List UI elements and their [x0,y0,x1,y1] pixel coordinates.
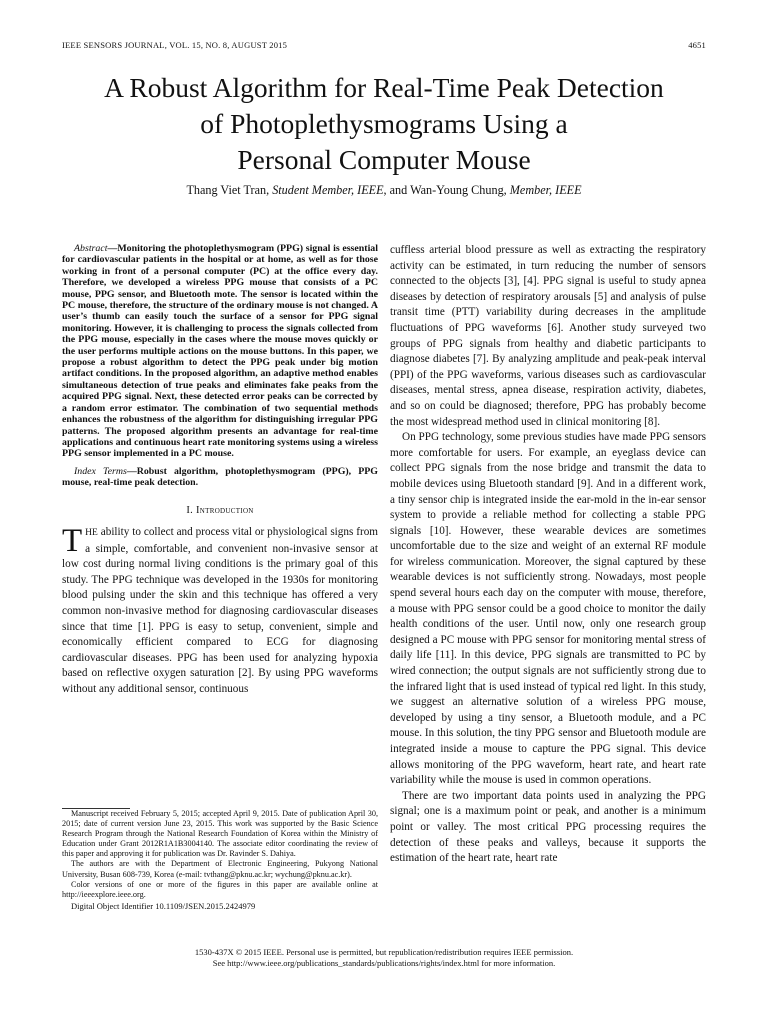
abstract-text: Monitoring the photoplethysmogram (PPG) signal is essential for cardiovascular patients in the hospital or at home, as well as for those working in front of a personal computer (PC) at the office every day. Therefore, we developed a wireless PPG mouse that consists of a PC mouse, PPG sensor, and Bluetooth mote. The sensor is located within the PC mouse, therefore, the structure of the ordinary mouse is not changed. A user’s thumb can easily touch the surface of a sensor for PPG signal monitoring. However, it is challenging to process the signals collected from the PPG mouse, especially in the cases where the mouse moves quickly or the user performs multiple actions on the mouse buttons. In this paper, we propose a robust algorithm to detect the PPG peak under big motion artifact conditions. In the proposed algorithm, an adaptive method enables simultaneous detection of true peaks and eliminates fake peaks from the acquired PPG signal. Next, these detected error peaks can be corrected by a random error estimator. The combination of two sequential methods enhances the robustness of the algorithm for distinguishing irregular PPG patterns. The proposed algorithm presents an advantage for real-time applications and continuous heart rate monitoring systems using a wireless PPG sensor implemented in a PC mouse. [62,243,378,460]
footnote-manuscript: Manuscript received February 5, 2015; accepted April 9, 2015. Date of publication April 30, 2015; date of current version June 23, 2015. This work was supported by the Basic Science Research Program through the National Research Foundation of Korea within the Ministry of Education under Grant 2012R1A1B3004140. The associate editor coordinating the review of this paper and approving it for publication was Dr. Ravinder S. Dahiya. [62,809,378,859]
running-head [62,40,706,50]
abstract [62,243,378,460]
abstract-dash: — [107,243,118,254]
introduction-paragraph [62,525,378,698]
author-2-name: Wan-Young Chung, [410,183,510,197]
journal-name: IEEE SENSORS JOURNAL, VOL. 15, NO. 8, AUGUST 2015 [62,40,288,50]
right-paragraph-3: There are two important data points used in analyzing the PPG signal; one is a maximum point or peak, and another is a minimum point or valley. The most critical PPG processing requires the detection of these peaks and valleys, because it supports the estimation of the heart rate, heart rate [390,789,706,865]
author-separator: , and [383,183,411,197]
author-1-role: Student Member, IEEE [272,183,384,197]
right-column [390,243,706,867]
drop-cap-rest: HE [85,528,98,539]
title-line-2: of Photoplethysmograms Using a [200,108,568,139]
right-paragraph-1: cuffless arterial blood pressure as well as extracting the respiratory activity can be estimated, in turn reducing the number of sensors connected to the objects [3], [4]. PPG signal is useful to study apnea diseases by detection of respiratory arousals [5] and analysis of pulse transit time (PTT) variability during decreases in the amplitude fluctuations of PPG waveforms [6]. Another study surveyed two groups of PPG signals from healthy and diabetic participants to diagnose diabetes [7]. By analyzing amplitude and peak-peak interval (PPI) of the PPG waveforms, various diseases such as cardiovascular diseases, mental stress, apnea disease, respiration activity, diabetes, and so on could be diagnosed; therefore, PPG has probably become the most widespread method used in clinical monitoring [8]. [390,244,706,428]
paper-title [40,70,728,178]
author-2-role: Member, IEEE [509,183,582,197]
index-terms-dash: — [126,465,137,477]
index-terms-label: Index Terms [74,465,127,477]
footnote-color-versions: Color versions of one or more of the figures in this paper are available online at http://ieeexplore.ieee.org. [62,879,378,899]
copyright-notice [40,947,728,969]
index-terms-text: Robust algorithm, photoplethysmogram (PPG), PPG mouse, real-time peak detection. [62,465,378,489]
section-heading-introduction [62,503,378,519]
copyright-line-2: See http://www.ieee.org/publications_standards/publications/rights/index.html for more information. [212,958,556,968]
left-column [62,243,378,698]
drop-cap: T [62,523,83,560]
title-line-1: A Robust Algorithm for Real-Time Peak Detection [104,72,664,103]
section-number: I. [186,504,196,516]
footnote-affiliation: The authors are with the Department of Electronic Engineering, Pukyong National University, Busan 608-739, Korea (e-mail: tvthang@pknu.ac.kr; wychung@pknu.ac.kr). [62,859,378,879]
page-number: 4651 [688,40,706,50]
footnote-doi: Digital Object Identifier 10.1109/JSEN.2015.2424979 [71,900,256,911]
abstract-label: Abstract [74,243,108,254]
section-title: Introduction [196,504,254,516]
author-list [40,183,728,198]
introduction-text: ability to collect and process vital or physiological signs from a simple, comfortable, and convenient non-invasive sensor at low cost during normal living conditions is the primary goal of this study. The PPG technique was developed in the 1930s for monitoring blood pulsing under the skin and this technique has offered a very common non-invasive method for diagnosing cardiovascular diseases since that time [1]. PPG is easy to setup, convenient, simple and economically efficient compared to ECG for diagnosing cardiovascular diseases. PPG has been used for analyzing hypoxia based on reflective oxygen saturation [2]. By using PPG waveforms without any additional sensor, continuous [62,526,378,695]
title-line-3: Personal Computer Mouse [237,144,531,175]
copyright-line-1: 1530-437X © 2015 IEEE. Personal use is permitted, but republication/redistribution requires IEEE permission. [194,947,574,957]
index-terms [62,466,378,489]
right-paragraph-2: On PPG technology, some previous studies have made PPG sensors more comfortable for users. For example, an eyeglass device can collect PPG signals from the nose bridge and transmit the data to mobile devices using Bluetooth standard [9]. And in a different work, a tiny sensor chip is integrated inside the ear-mold in the in-ear sensor system to provide a reliable method for collecting a stable PPG signals [10]. However, these wearable devices are sometimes uncomfortable due to the size and weight of an external RF module for wireless communication. Moreover, the signal captured by these wearable devices is not sufficiently strong. Nowadays, most people spend several hours each day on the computer with mouse, therefore, a mouse with PPG sensor could be a good choice to monitor the daily health conditions of the user. Until now, only one research group designed a PC mouse with PPG sensor for monitoring mental stress of daily life [11]. In this device, PPG signals are transmitted to PC by wired connection; the output signals are not sufficiently strong due to the infrared light that is used instead of typical red light. In this study, we suggest an alternative solution of a wireless PPG mouse, developed by using a tiny sensor, a Bluetooth module, and a PC mouse. In this solution, the tiny PPG sensor and Bluetooth module are integrated inside a mouse to capture the PPG signal. This device allows monitoring of the PPG waveform, heart rate, and heart rate variability while the mouse is used in common operations. [390,431,706,787]
footnotes [62,800,378,911]
author-1-name: Thang Viet Tran, [186,183,273,197]
